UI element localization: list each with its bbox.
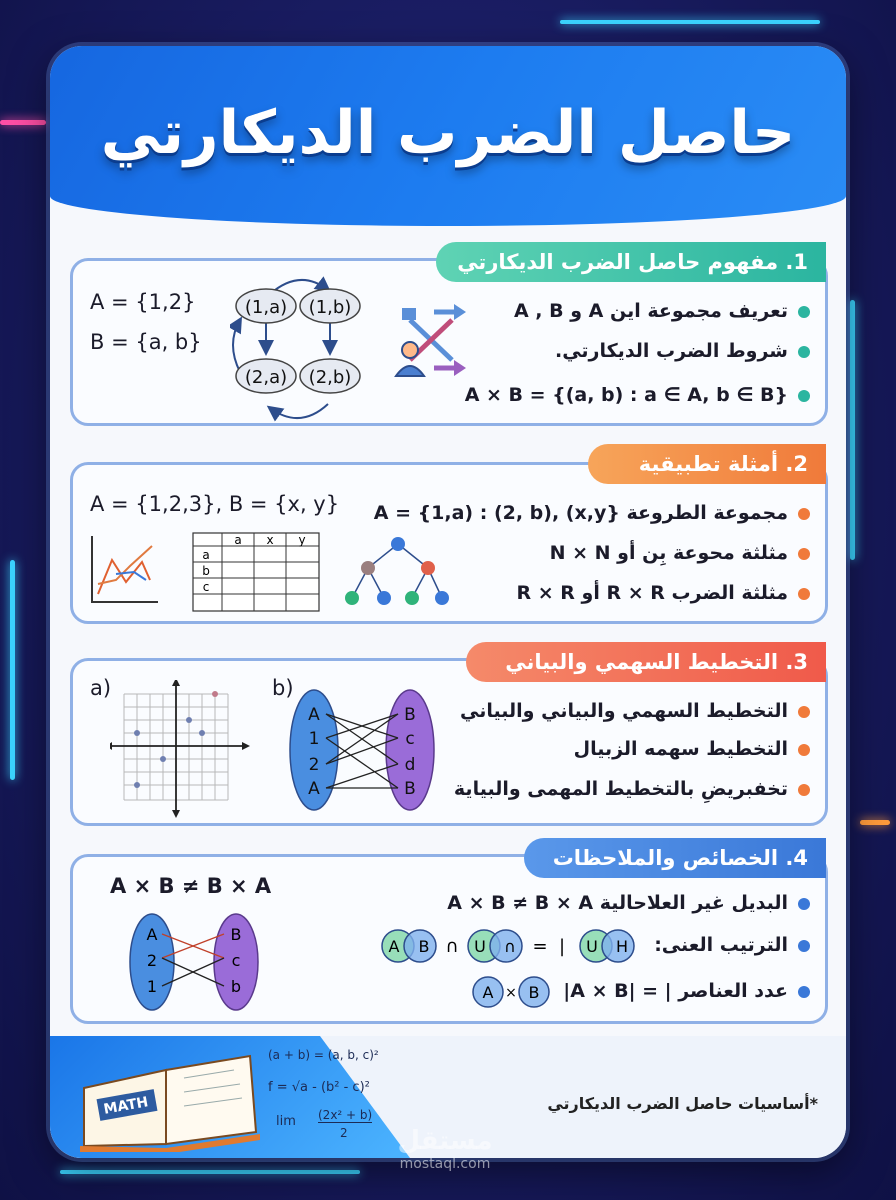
formula-2: f = √a - (b² - c)² [268, 1080, 370, 1095]
neon-line-top [560, 20, 820, 24]
page-title: حاصل الضرب الديكارتي [100, 98, 796, 168]
pair-label-1a: (1,a) [244, 297, 288, 318]
mapping-people-icon [390, 298, 474, 382]
venn-product-row [470, 974, 560, 1010]
header-banner [50, 46, 846, 226]
venn-label: = [532, 936, 548, 957]
table-header-y: y [298, 533, 306, 547]
left-oval-item-2: 1 [308, 729, 320, 749]
section-1-heading: 1. مفهوم حاصل الضرب الديكارتي [436, 242, 826, 282]
right-oval-item-1: B [404, 705, 416, 725]
item-text: شروط الضرب الديكارتي. [554, 340, 788, 362]
neon-line-left-2 [10, 560, 15, 780]
right-oval-item-3: d [404, 755, 416, 775]
line-chart-icon [86, 532, 162, 608]
neon-line-bottom [60, 1170, 360, 1174]
product-table-grid [192, 532, 322, 614]
watermark-logo: مستقل [397, 1126, 493, 1156]
bullet-dot [798, 940, 810, 952]
table-row-a: a [202, 548, 210, 562]
right-oval-item-4: B [404, 779, 416, 799]
venn-label: × [505, 985, 517, 1001]
property-mapping-diagram [126, 910, 266, 1014]
section-1-item-2 [555, 340, 810, 362]
bullet-dot [798, 784, 810, 796]
section-2-heading: 2. أمثلة تطبيقية [588, 444, 826, 484]
table-header-x: x [266, 533, 274, 547]
inequality-statement: A × B ≠ B × A [110, 874, 272, 898]
tree-diagram-icon [340, 534, 450, 610]
bullet-dot [798, 744, 810, 756]
section-2-item-1 [374, 502, 810, 524]
graph-label-a: a) [90, 676, 112, 700]
item-text: مثلثة محوعة بِن أو N × N [549, 542, 788, 564]
mostaql-watermark [375, 1126, 515, 1172]
section-3-item-2 [574, 738, 810, 760]
infographic-poster [50, 46, 846, 1158]
footer-note: *أساسيات حاصل الضرب الديكارتي [547, 1094, 818, 1113]
venn-label: ∩ [504, 937, 516, 956]
bullet-dot [798, 390, 810, 402]
neon-line-left [0, 120, 46, 125]
section-1-item-1 [514, 300, 810, 322]
math-book-illustration [74, 1048, 264, 1152]
neon-line-right-2 [860, 820, 890, 825]
sets-definition: A = {1,2,3}, B = {x, y} [90, 492, 340, 516]
item-text: A × B = {(a, b) : a ∈ A, b ∈ B} [464, 384, 788, 406]
book-label: MATH [102, 1094, 150, 1118]
venn-label: U [586, 937, 598, 956]
watermark-site: mostaql.com [399, 1156, 491, 1172]
pair-label-2b: (2,b) [308, 367, 352, 388]
table-row-c: c [202, 580, 210, 594]
venn-label: | [558, 936, 566, 957]
item-text: مثلثة الضرب R × R أو R × R [516, 582, 788, 604]
bullet-dot [798, 986, 810, 998]
table-row-b: b [202, 564, 210, 578]
left-oval-item-1: A [308, 705, 320, 725]
table-header-a: a [234, 533, 242, 547]
section-4-item-3 [563, 980, 810, 1002]
section-2-item-2 [550, 542, 810, 564]
formula-3-lim: lim [276, 1114, 296, 1129]
pair-label-1b: (1,b) [308, 297, 352, 318]
left-oval-item-1: A [146, 925, 158, 944]
section-3-heading: 3. التخطيط السهمي والبياني [466, 642, 826, 682]
venn-label: B [418, 937, 430, 956]
bullet-dot [798, 508, 810, 520]
item-text: عدد العناصر | = |A × B| [563, 980, 788, 1002]
item-text: الترتيب العنى: [654, 934, 788, 956]
venn-equation-row [380, 926, 650, 966]
section-4-item-1 [447, 892, 810, 914]
item-text: تعريف مجموعة اين A و A , B [513, 300, 788, 322]
item-text: التخطيط سهمه الزبيال [573, 738, 788, 760]
pair-label-2a: (2,a) [244, 367, 288, 388]
right-oval-item-2: c [231, 951, 241, 970]
item-text: مجموعة الطروعة {A = {1,a) : (2, b), (x,y [373, 502, 788, 524]
left-oval-item-2: 2 [146, 951, 158, 970]
set-a-definition: A = {1,2} [90, 290, 196, 314]
section-3-item-3 [454, 778, 810, 800]
bullet-dot [798, 898, 810, 910]
pairs-cycle-diagram [230, 274, 366, 424]
bullet-dot [798, 346, 810, 358]
right-oval-item-1: B [230, 925, 242, 944]
left-oval-item-3: 2 [308, 755, 320, 775]
left-oval-item-3: 1 [146, 977, 158, 996]
arrow-mapping-diagram [286, 686, 446, 814]
left-oval-item-4: A [308, 779, 320, 799]
set-b-definition: B = {a, b} [90, 330, 202, 354]
section-4-heading: 4. الخصائص والملاحظات [524, 838, 826, 878]
formula-3-numerator: (2x² + b) [318, 1108, 373, 1122]
venn-label: H [615, 937, 629, 956]
venn-label: U [474, 937, 486, 956]
venn-label: ∩ [445, 936, 459, 957]
graph-label-b: b) [272, 676, 294, 700]
neon-line-right [850, 300, 855, 560]
item-text: التخطيط السهمي والبياني والبياني [460, 700, 788, 722]
section-4-item-2 [654, 934, 810, 956]
venn-label: B [528, 983, 540, 1002]
section-3-item-1 [460, 700, 810, 722]
item-text: تخفبريضِ بالتخطيط المهمى والبياية [453, 778, 788, 800]
item-text: البديل غير العلاحالية A × B ≠ B × A [447, 892, 788, 914]
right-oval-item-2: c [405, 729, 415, 749]
coordinate-grid [110, 680, 252, 820]
formula-1: (a + b) = (a, b, c)² [268, 1048, 379, 1062]
bullet-dot [798, 588, 810, 600]
section-2-item-3 [517, 582, 810, 604]
bullet-dot [798, 706, 810, 718]
venn-label: A [388, 937, 400, 956]
bullet-dot [798, 548, 810, 560]
right-oval-item-3: b [230, 977, 242, 996]
venn-label: A [482, 983, 494, 1002]
section-1-item-3 [465, 384, 810, 406]
bullet-dot [798, 306, 810, 318]
formula-3-denominator: 2 [340, 1126, 348, 1140]
